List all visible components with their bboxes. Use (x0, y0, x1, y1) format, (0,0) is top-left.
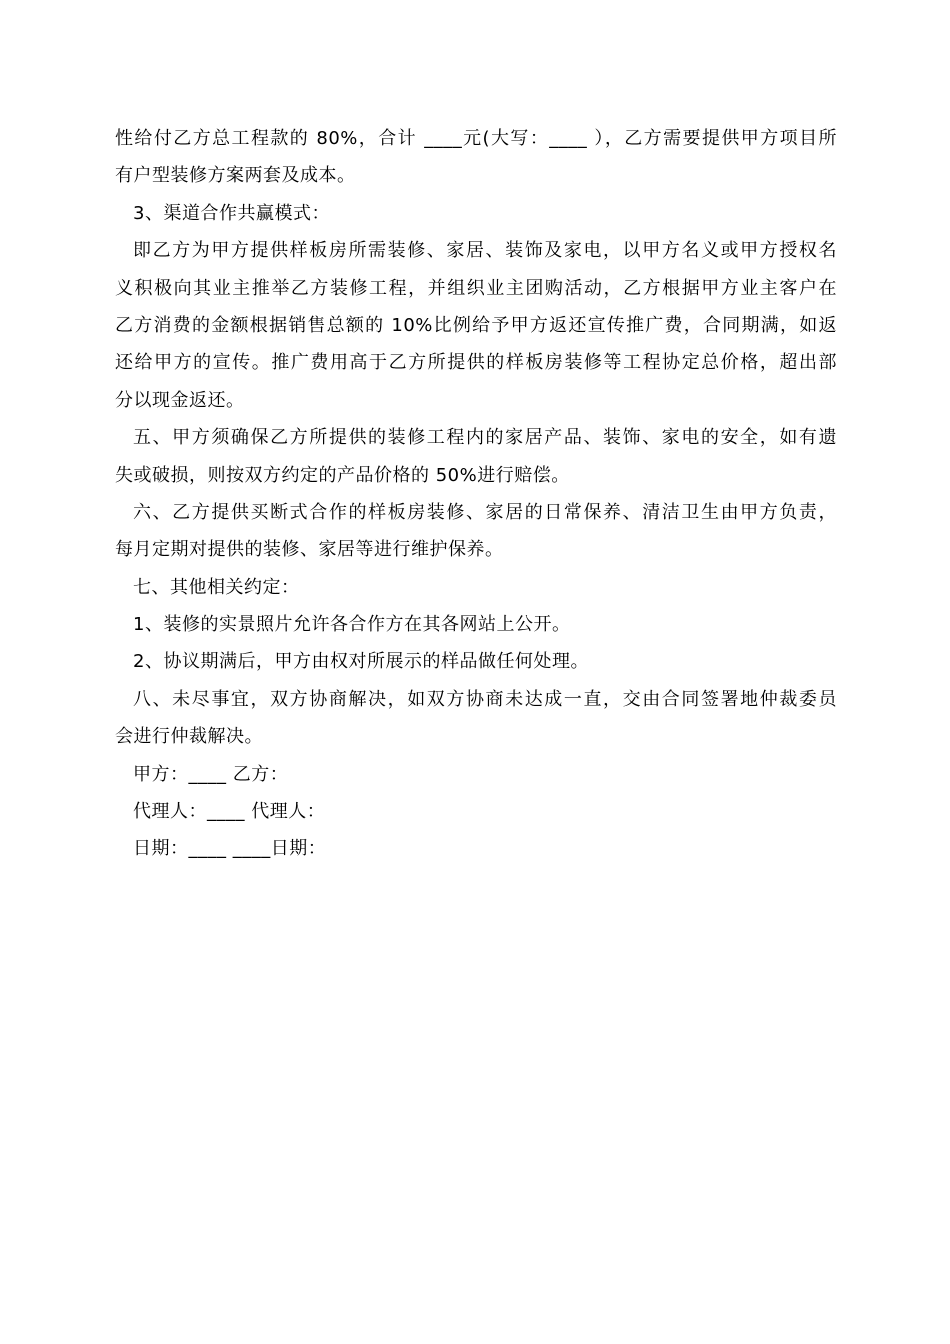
text-line-17: 会进行仲裁解决。 (115, 726, 263, 748)
signature-agent-line: 代理人：____ 代理人： (133, 801, 326, 823)
text-line-7: 还给甲方的宣传。推广费用高于乙方所提供的样板房装修等工程协定总价格，超出部 (115, 352, 837, 374)
clause-five: 五、甲方须确保乙方所提供的装修工程内的家居产品、装饰、家电的安全，如有遗 (133, 427, 837, 449)
text-line-8: 分以现金返还。 (115, 389, 245, 411)
clause-seven-item-1: 1、装修的实景照片允许各合作方在其各网站上公开。 (133, 614, 571, 636)
signature-party-line: 甲方：____ 乙方： (133, 763, 289, 785)
section-heading-channel-cooperation: 3、渠道合作共赢模式： (133, 202, 330, 224)
text-line-5: 义积极向其业主推举乙方装修工程，并组织业主团购活动，乙方根据甲方业主客户在 (115, 277, 837, 299)
clause-seven-heading: 七、其他相关约定： (133, 576, 300, 598)
text-line-12: 每月定期对提供的装修、家居等进行维护保养。 (115, 539, 504, 561)
signature-date-line: 日期：____ ____日期： (133, 838, 327, 860)
text-line-4: 即乙方为甲方提供样板房所需装修、家居、装饰及家电，以甲方名义或甲方授权名 (133, 240, 837, 262)
clause-eight: 八、未尽事宜，双方协商解决，如双方协商未达成一直，交由合同签署地仲裁委员 (133, 688, 837, 710)
text-line-2: 有户型装修方案两套及成本。 (115, 165, 356, 187)
contract-body (115, 120, 837, 868)
clause-seven-item-2: 2、协议期满后，甲方由权对所展示的样品做任何处理。 (133, 651, 589, 673)
text-line-10: 失或破损，则按双方约定的产品价格的 50%进行赔偿。 (115, 464, 570, 486)
text-line-6: 乙方消费的金额根据销售总额的 10%比例给予甲方返还宣传推广费，合同期满，如返 (115, 314, 837, 336)
clause-six: 六、乙方提供买断式合作的样板房装修、家居的日常保养、清洁卫生由甲方负责， (133, 501, 837, 523)
text-line-1: 性给付乙方总工程款的 80%，合计 ____元(大写：____ ），乙方需要提供甲方项目所 (115, 128, 837, 149)
